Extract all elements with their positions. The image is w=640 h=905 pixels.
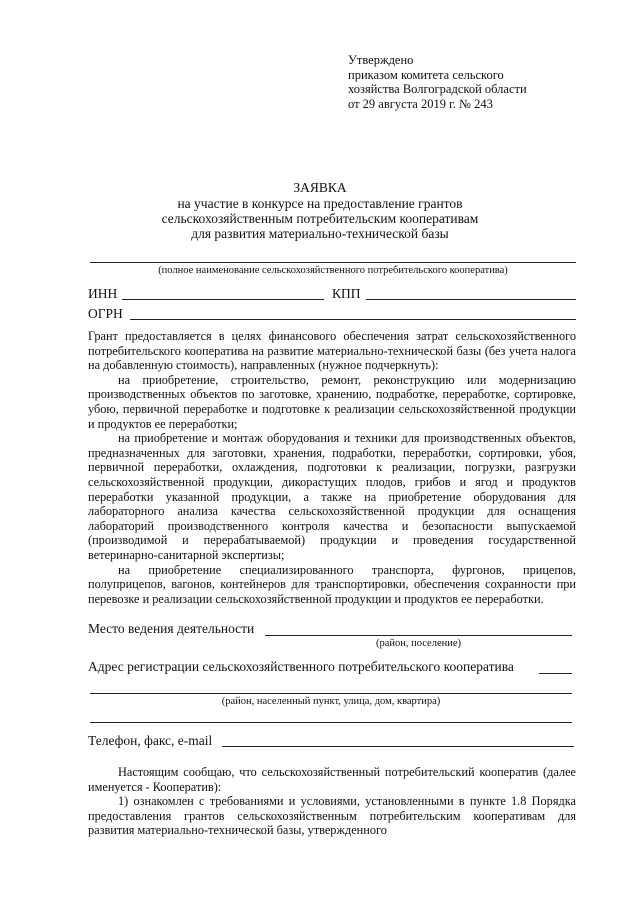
activity-label: Место ведения деятельности — [88, 621, 255, 636]
coop-name-field[interactable] — [90, 262, 576, 263]
subtitle-line: сельскохозяйственным потребительским кооперативам — [161, 211, 479, 226]
grant-option[interactable]: на приобретение и монтаж оборудования и техники для производственных объектов, предназначенных для заготовки, хранения, подработки, переработки, сортировки, убоя, первичной переработки, охлаждения, подготовки к реализации, погрузки, разгрузки сельскохозяйственной продукции, дикорастущих плодов, грибов и ягод и продуктов переработки указанной продукции, а также на приобретение оборудования для лабораторного анализа качества сельскохозяйственной продукции для оснащения лабораторий производственного контроля качества и безопасности выпускаемой (производимой и перерабатываемой) продукции и проведения государственной ветеринарно-санитарной экспертизы; — [88, 431, 576, 562]
grant-purposes — [88, 329, 576, 606]
grant-intro: Грант предоставляется в целях финансового обеспечения затрат сельскохозяйственного потребительского кооператива на развитие материально-технической базы (без учета налога на добавленную стоимость), направленных (нужное подчеркнуть): — [88, 329, 576, 373]
subtitle-line: для развития материально-технической базы — [191, 226, 449, 241]
declaration-point: 1) ознакомлен с требованиями и условиями, установленными в пункте 1.8 Порядка предоставления грантов сельскохозяйственным потребительским кооперативам для развития материально-технической базы, утвержденного — [88, 794, 576, 838]
address-field-tail[interactable] — [539, 673, 572, 674]
inn-label: ИНН — [88, 286, 118, 301]
address-caption: (район, населенный пункт, улица, дом, квартира) — [221, 696, 441, 707]
ogrn-field[interactable] — [130, 319, 576, 320]
approval-line: хозяйства Волгоградской области — [348, 82, 527, 96]
kpp-field[interactable] — [366, 299, 576, 300]
document-title: ЗАЯВКА — [293, 180, 347, 195]
grant-option[interactable]: на приобретение, строительство, ремонт, реконструкцию или модернизацию производственных объектов по заготовке, хранению, подработке, переработке, сортировке, убою, первичной переработке и подготовке к реализации сельскохозяйственной продукции и продуктов ее переработки; — [88, 372, 576, 431]
contacts-label: Телефон, факс, e-mail — [88, 733, 213, 748]
ogrn-label: ОГРН — [88, 306, 123, 321]
activity-field[interactable] — [265, 635, 572, 636]
contacts-field[interactable] — [222, 746, 574, 747]
subtitle-line: на участие в конкурсе на предоставление грантов — [177, 196, 463, 211]
declaration-intro: Настоящим сообщаю, что сельскохозяйственный потребительский кооператив (далее именуется - Кооператив): — [88, 765, 576, 794]
approval-line: Утверждено — [348, 53, 414, 67]
declaration — [88, 765, 576, 838]
approval-line: от 29 августа 2019 г. № 243 — [348, 96, 493, 111]
address-field[interactable] — [90, 693, 572, 694]
activity-caption: (район, поселение) — [375, 638, 462, 649]
approval-line: приказом комитета сельского — [348, 67, 504, 82]
coop-name-caption: (полное наименование сельскохозяйственного потребительского кооператива) — [158, 265, 508, 276]
grant-option[interactable]: на приобретение специализированного транспорта, фургонов, прицепов, полуприцепов, вагонов, контейнеров для транспортировки, обеспечения сохранности при перевозке и реализации сельскохозяйственной продукции и продуктов ее переработки. — [88, 562, 576, 606]
approval-block — [348, 53, 527, 111]
address-field-2[interactable] — [90, 722, 572, 723]
kpp-label: КПП — [332, 286, 361, 301]
inn-field[interactable] — [122, 299, 324, 300]
address-label: Адрес регистрации сельскохозяйственного потребительского кооператива — [88, 659, 514, 674]
